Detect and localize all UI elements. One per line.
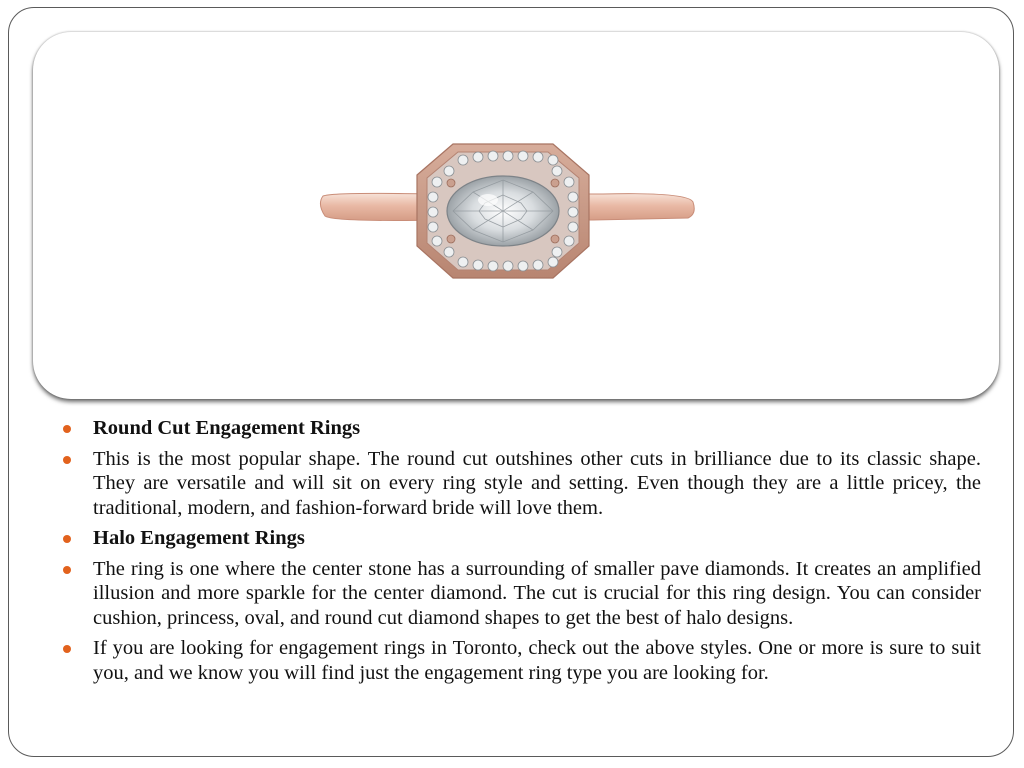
section-heading-halo: Halo Engagement Rings <box>93 527 305 549</box>
paragraph-round-cut: This is the most popular shape. The round cut outshines other cuts in brilliance due to its classic shape. They are versatile and will sit on every ring style and setting. Even though they are a little pricey, the traditional, modern, and fashion-forward bride will love them. <box>93 447 981 519</box>
list-item <box>61 447 981 521</box>
bullet-icon <box>63 425 71 433</box>
list-item <box>61 557 981 631</box>
ring-photo <box>33 32 999 399</box>
bullet-icon <box>63 535 71 543</box>
bullet-icon <box>63 456 71 464</box>
section-heading-round-cut: Round Cut Engagement Rings <box>93 417 361 439</box>
list-item <box>61 526 981 551</box>
list-item <box>61 416 981 441</box>
paragraph-toronto: If you are looking for engagement rings in Toronto, check out the above styles. One or more is sure to suit you, and we know you will find just the engagement ring type you are looking for. <box>93 637 981 684</box>
slide-frame <box>8 7 1014 757</box>
paragraph-halo: The ring is one where the center stone has a surrounding of smaller pave diamonds. It creates an amplified illusion and more sparkle for the center diamond. The cut is crucial for this ring design. You can consider cushion, princess, oval, and round cut diamond shapes to get the best of halo designs. <box>93 557 981 629</box>
engagement-ring-image <box>33 32 999 399</box>
list-item <box>61 636 981 685</box>
content-bullet-list <box>61 416 981 691</box>
bullet-icon <box>63 645 71 653</box>
bullet-icon <box>63 566 71 574</box>
